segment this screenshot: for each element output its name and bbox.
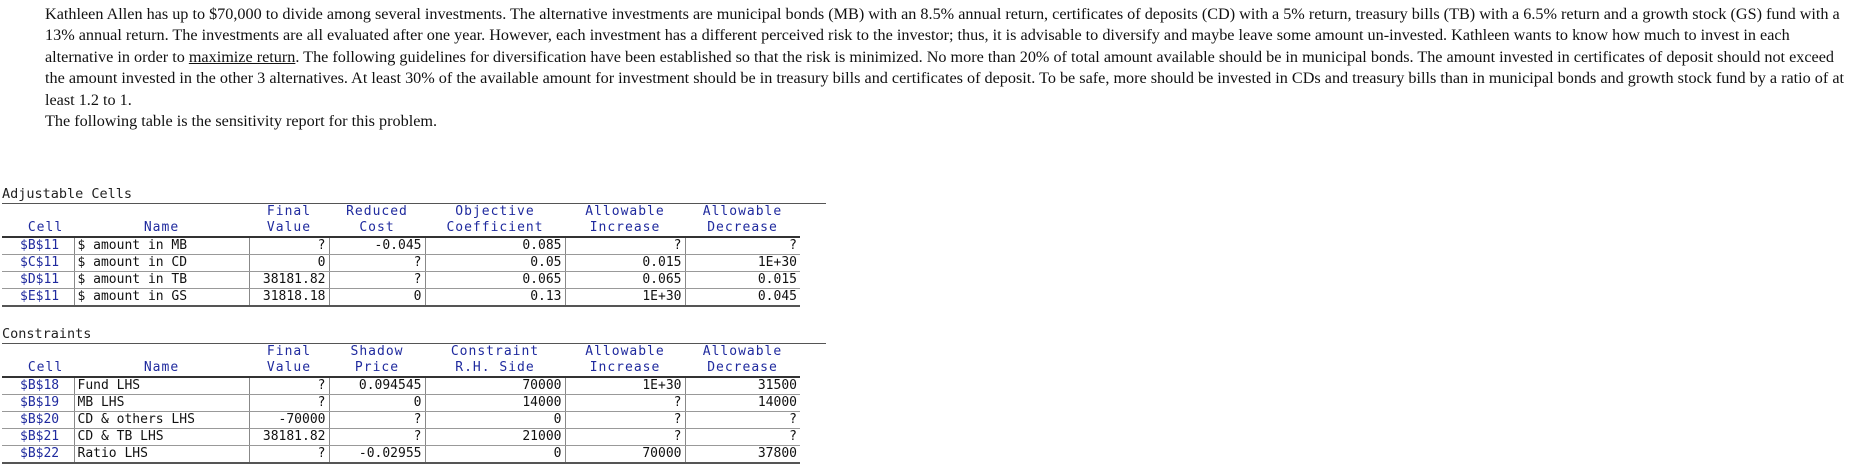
adjustable-cells-table	[2, 204, 800, 307]
header-final: Final	[266, 344, 312, 359]
problem-paragraph	[45, 4, 1855, 111]
table-cell: ?	[329, 255, 425, 272]
table-cell: ?	[249, 395, 329, 412]
header-name	[74, 204, 249, 220]
table-cell: 38181.82	[249, 429, 329, 446]
table-row	[2, 429, 800, 446]
table-cell: ?	[565, 429, 685, 446]
sensitivity-report	[2, 185, 826, 464]
header-final: Final	[266, 204, 312, 219]
table-cell: CD & TB LHS	[74, 429, 249, 446]
table-cell: 1E+30	[565, 377, 685, 395]
table-cell: 14000	[685, 395, 800, 412]
table-cell: 0.045	[685, 289, 800, 307]
header-cell: Cell	[17, 220, 74, 237]
table-cell: 0.085	[425, 237, 565, 255]
table-row	[2, 377, 800, 395]
table-cell: 0.13	[425, 289, 565, 307]
header-row-top	[2, 204, 800, 220]
header-allow-dec: Allowable	[702, 204, 783, 219]
table-cell: 0.05	[425, 255, 565, 272]
table-cell: 0	[425, 446, 565, 464]
header-price: Price	[329, 360, 425, 377]
table-cell: ?	[249, 446, 329, 464]
table-cell: ?	[685, 237, 800, 255]
problem-description	[45, 4, 1855, 132]
table-row	[2, 237, 800, 255]
table-cell: $D$11	[17, 272, 74, 289]
table-cell: $ amount in TB	[74, 272, 249, 289]
table-cell: ?	[329, 412, 425, 429]
paragraph-text-part2: . The following guidelines for diversification have been established so that the risk is minimized. No more than 20% of total amount available should be in municipal bonds. The amount invested in certificates of deposit should not exceed the amount invested in the other 3 alternatives. At least 30% of the available amount for investment should be in treasury bills and certificates of deposit. To be safe, more should be invested in CDs and treasury bills than in municipal bonds and growth stock fund by a ratio of at least 1.2 to 1.	[45, 47, 1845, 109]
table-cell: ?	[565, 237, 685, 255]
header-row-top	[2, 344, 800, 360]
table-cell: Ratio LHS	[74, 446, 249, 464]
table-cell: ?	[685, 429, 800, 446]
table-cell: 14000	[425, 395, 565, 412]
table-cell: 31818.18	[249, 289, 329, 307]
header-value: Value	[249, 360, 329, 377]
header-name: Name	[74, 220, 249, 237]
table-cell: -70000	[249, 412, 329, 429]
table-row	[2, 412, 800, 429]
constraints-title: Constraints	[2, 325, 826, 344]
table-cell: -0.02955	[329, 446, 425, 464]
header-objective: Objective	[455, 204, 535, 219]
table-row	[2, 272, 800, 289]
header-allow-inc: Allowable	[585, 344, 665, 359]
table-cell: $B$22	[17, 446, 74, 464]
table-cell: 21000	[425, 429, 565, 446]
header-value: Value	[249, 220, 329, 237]
table-cell: 0.015	[565, 255, 685, 272]
table-cell: 37800	[685, 446, 800, 464]
table-cell: -0.045	[329, 237, 425, 255]
header-row-bottom	[2, 220, 800, 237]
header-shadow: Shadow	[350, 344, 404, 359]
table-cell: $B$11	[17, 237, 74, 255]
table-cell: 0.065	[425, 272, 565, 289]
table-cell: MB LHS	[74, 395, 249, 412]
table-cell: $B$18	[17, 377, 74, 395]
table-cell: ?	[685, 412, 800, 429]
table-row	[2, 395, 800, 412]
table-cell: 1E+30	[685, 255, 800, 272]
table-row	[2, 446, 800, 464]
table-cell: $B$19	[17, 395, 74, 412]
paragraph-text-part1: Kathleen Allen has up to $70,000 to divide among several investments. The alternative investments are municipal bonds (MB) with an 8.5% annual return, certificates of deposits (CD) with a 5% return, treasury bills (TB) with a 6.5% return and a growth stock (GS) fund with a 13% annual return. The investments are all evaluated after one year. However, each investment has a different perceived risk to the investor; thus, it is advisable to diversify and maybe leave some amount un-invested. Kathleen wants to know how much to invest in each alternative in order to	[45, 5, 1840, 66]
header-rhs: R.H. Side	[425, 360, 565, 377]
header-allow-dec: Allowable	[702, 344, 783, 359]
table-cell: $ amount in MB	[74, 237, 249, 255]
header-reduced: Reduced	[346, 204, 408, 219]
header-cell: Cell	[17, 360, 74, 377]
table-cell: $ amount in GS	[74, 289, 249, 307]
table-cell: 0	[425, 412, 565, 429]
table-cell: 0.015	[685, 272, 800, 289]
table-intro: The following table is the sensitivity report for this problem.	[45, 112, 438, 131]
table-cell: 0.094545	[329, 377, 425, 395]
table-cell: 38181.82	[249, 272, 329, 289]
header-allow-inc: Allowable	[585, 204, 665, 219]
header-cost: Cost	[329, 220, 425, 237]
table-cell: $C$11	[17, 255, 74, 272]
table-cell: ?	[249, 237, 329, 255]
table-cell: ?	[565, 412, 685, 429]
header-cell	[17, 204, 74, 220]
table-cell: 70000	[425, 377, 565, 395]
table-cell: 31500	[685, 377, 800, 395]
header-coefficient: Coefficient	[425, 220, 565, 237]
constraints-table	[2, 344, 800, 464]
table-cell: $B$20	[17, 412, 74, 429]
table-cell: Fund LHS	[74, 377, 249, 395]
table-cell: 1E+30	[565, 289, 685, 307]
header-constraint: Constraint	[450, 344, 540, 359]
underlined-phrase: maximize return	[188, 47, 296, 66]
table-row	[2, 289, 800, 307]
table-cell: 0.065	[565, 272, 685, 289]
table-cell: 70000	[565, 446, 685, 464]
table-cell: 0	[329, 289, 425, 307]
table-cell: 0	[329, 395, 425, 412]
header-row-bottom	[2, 360, 800, 377]
header-increase: Increase	[565, 220, 685, 237]
header-decrease: Decrease	[685, 360, 800, 377]
header-decrease: Decrease	[685, 220, 800, 237]
header-increase: Increase	[565, 360, 685, 377]
table-cell: CD & others LHS	[74, 412, 249, 429]
table-cell: $B$21	[17, 429, 74, 446]
table-cell: 0	[249, 255, 329, 272]
table-cell: ?	[249, 377, 329, 395]
table-cell: $ amount in CD	[74, 255, 249, 272]
header-name: Name	[74, 360, 249, 377]
table-row	[2, 255, 800, 272]
table-cell: $E$11	[17, 289, 74, 307]
adjustable-cells-title: Adjustable Cells	[2, 185, 826, 204]
table-cell: ?	[329, 272, 425, 289]
table-cell: ?	[565, 395, 685, 412]
table-cell: ?	[329, 429, 425, 446]
